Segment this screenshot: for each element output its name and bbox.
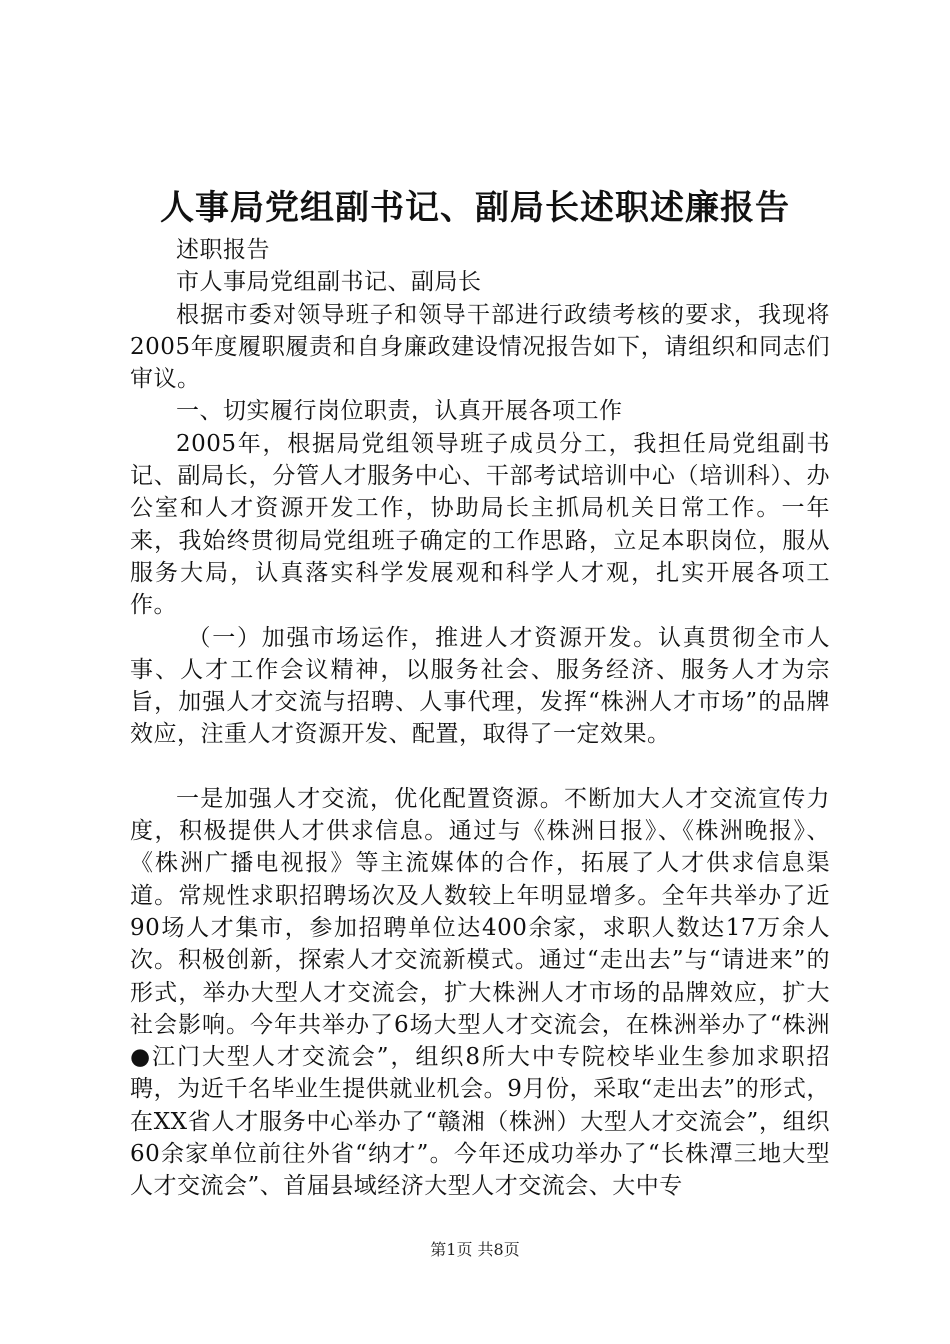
paragraph-gap <box>130 751 830 783</box>
page-footer: 第1页 共8页 <box>430 1240 520 1259</box>
paragraph-report-heading: 述职报告 <box>176 237 270 263</box>
paragraph-author-position: 市人事局党组副书记、副局长 <box>176 269 482 296</box>
document-title: 人事局党组副书记、副局长述职述廉报告 <box>160 188 790 228</box>
paragraph-duties: 2005年，根据局党组领导班子成员分工，我担任局党组副书记、副局长，分管人才服务中心、干部考试培训中心（培训科）、办公室和人才资源开发工作，协助局长主抓局机关日常工作。一年来，我始终贯彻局党组班子确定的工作思路，立足本职岗位，服从服务大局，认真落实科学发展观和科学人才观，扎实开展各项工作。 <box>130 430 830 619</box>
paragraph-section-one-heading: 一、切实履行岗位职责，认真开展各项工作 <box>176 398 623 425</box>
document-body <box>130 234 830 1203</box>
paragraph-subsection-one: （一）加强市场运作，推进人才资源开发。认真贯彻全市人事、人才工作会议精神，以服务社会、服务经济、服务人才为宗旨，加强人才交流与招聘、人事代理，发挥“株洲人才市场”的品牌效应，注重人才资源开发、配置，取得了一定效果。 <box>130 624 830 748</box>
paragraph-talent-exchange: 一是加强人才交流，优化配置资源。不断加大人才交流宣传力度，积极提供人才供求信息。通过与《株洲日报》、《株洲晚报》、《株洲广播电视报》等主流媒体的合作，拓展了人才供求信息渠道。常规性求职招聘场次及人数较上年明显增多。全年共举办了近90场人才集市，参加招聘单位达400余家，求职人数达17万余人次。积极创新，探索人才交流新模式。通过“走出去”与“请进来”的形式，举办大型人才交流会，扩大株洲人才市场的品牌效应，扩大社会影响。今年共举办了6场大型人才交流会，在株洲举办了“株洲●江门大型人才交流会”，组织8所大中专院校毕业生参加求职招聘，为近千名毕业生提供就业机会。9月份，采取“走出去”的形式，在XX省人才服务中心举办了“赣湘（株洲）大型人才交流会”，组织60余家单位前往外省“纳才”。今年还成功举办了“长株潭三地大型人才交流会”、首届县域经济大型人才交流会、大中专 <box>130 785 830 1200</box>
paragraph-intro: 根据市委对领导班子和领导干部进行政绩考核的要求，我现将2005年度履职履责和自身廉政建设情况报告如下，请组织和同志们审议。 <box>130 301 830 393</box>
